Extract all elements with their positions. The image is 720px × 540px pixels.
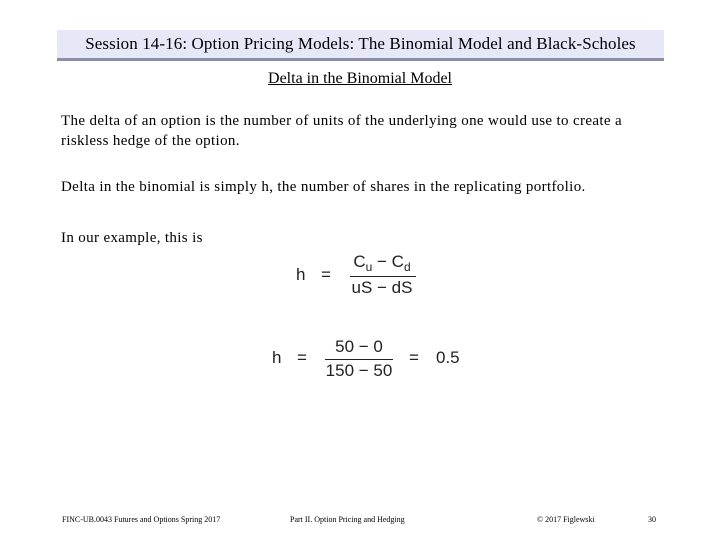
formula1-num-sub-u: u [365,260,373,274]
footer-part: Part II. Option Pricing and Hedging [290,515,405,524]
paragraph-delta-binomial: Delta in the binomial is simply h, the number of shares in the replicating portfolio. [61,179,586,195]
formula1-equals: = [321,265,331,284]
header-bar [57,30,664,61]
footer-copyright: © 2017 Figlewski [537,515,595,524]
formula2-result: 0.5 [436,348,460,367]
formula1-num-sub-d: d [403,260,411,274]
formula1-lhs: h [296,265,306,284]
formula2-equals: = [297,348,307,367]
formula2-lhs: h [272,348,282,367]
formula1-denominator: uS − dS [351,278,413,297]
paragraph-example: In our example, this is [61,230,203,246]
formula1-num-mid: − C [372,252,404,271]
footer-page-number: 30 [648,515,656,524]
formula1-num-c1: C [353,252,366,271]
formula1-numerator [346,252,418,272]
footer-course: FINC-UB.0043 Futures and Options Spring 2017 [62,515,221,524]
slide-title: Delta in the Binomial Model [268,70,452,87]
formula2-denominator: 150 − 50 [325,361,393,380]
paragraph-delta-definition: The delta of an option is the number of units of the underlying one would use to create a riskless hedge of the option. [61,113,623,149]
formula2-equals-result: = [409,348,419,367]
formula1-fraction-bar [350,276,416,277]
formula2-numerator: 50 − 0 [335,337,383,356]
formula2-fraction-bar [325,359,393,360]
header-title: Session 14-16: Option Pricing Models: The Binomial Model and Black-Scholes [85,34,636,53]
